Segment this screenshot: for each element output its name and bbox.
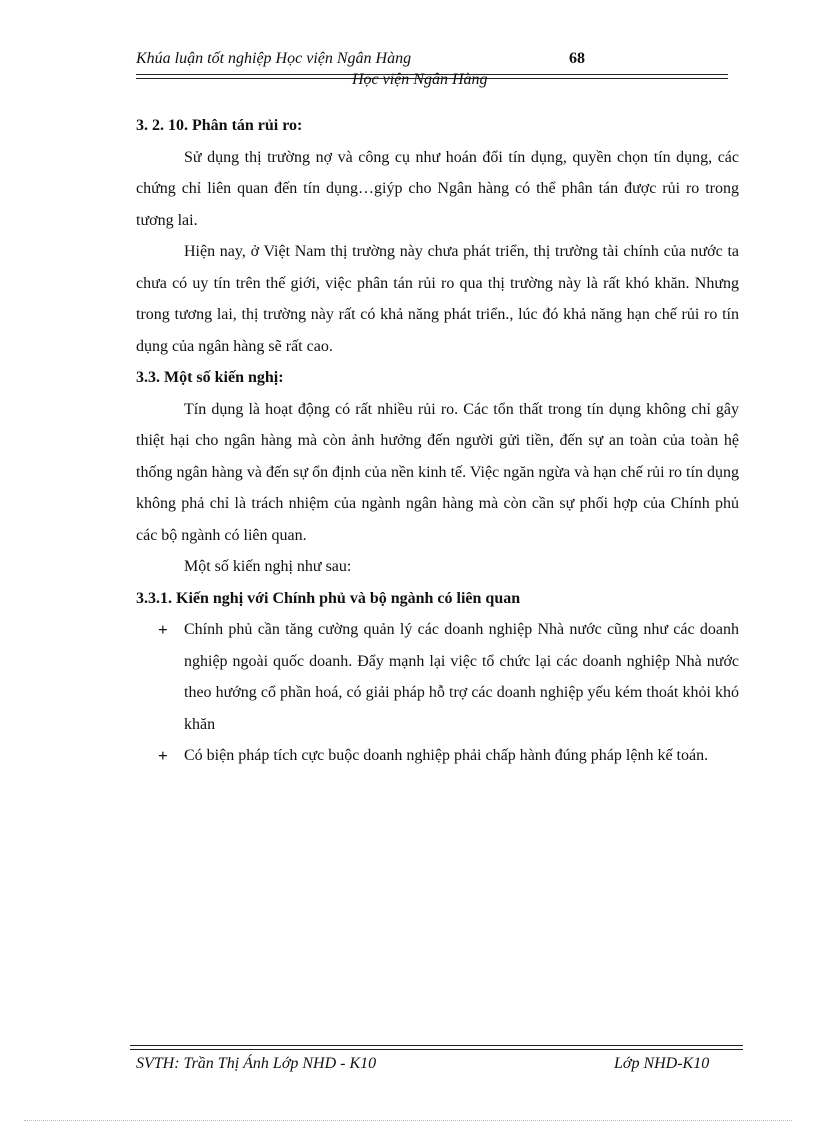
bullet-text: Chính phủ cần tăng cường quản lý các doanh nghiệp Nhà nước cũng như các doanh nghiệp ngoài quốc doanh. Đẩy mạnh lại việc tổ chức lại các doanh nghiệp Nhà nước theo hướng cổ phần hoá, có giải pháp hỗ trợ các doanh nghiệp yếu kém thoát khỏi khó khăn bbox=[184, 621, 739, 733]
footer-rule-bottom bbox=[130, 1049, 743, 1050]
paragraph-2: Hiện nay, ở Việt Nam thị trường này chưa phát triển, thị trường tài chính của nước ta chưa có uy tín trên thế giới, việc phân tán rủi ro qua thị trường này là rất khó khăn. Nhưng trong tương lai, thị trường này rất có khả năng phát triển., lúc đó khả năng hạn chế rủi ro tín dụng của ngân hàng sẽ rất cao. bbox=[136, 243, 739, 355]
paragraph-3: Tín dụng là hoạt động có rất nhiều rủi ro. Các tổn thất trong tín dụng không chỉ gây thiệt hại cho ngân hàng mà còn ảnh hưởng đến người gửi tiền, đến sự an toàn của toàn hệ thống ngân hàng và đến sự ổn định của nền kinh tế. Việc ngăn ngừa và hạn chế rủi ro tín dụng không phả chỉ là trách nhiệm của ngành ngân hàng mà còn cần sự phối hợp của Chính phủ các bộ ngành có liên quan. bbox=[136, 400, 739, 544]
paragraph-1: Sử dụng thị trường nợ và công cụ như hoán đổi tín dụng, quyền chọn tín dụng, các chứng chỉ liên quan đến tín dụng…giýp cho Ngân hàng có thể phân tán được rủi ro trong tương lai. bbox=[136, 148, 739, 229]
bullet-item bbox=[136, 740, 739, 772]
footer-author: SVTH: Trần Thị Ánh Lớp NHD - K10 bbox=[136, 1055, 377, 1072]
plus-bullet-icon: + bbox=[158, 746, 168, 765]
page-bottom-divider bbox=[24, 1120, 792, 1121]
heading-3-2-10: 3. 2. 10. Phân tán rủi ro: bbox=[136, 117, 303, 134]
bullet-item bbox=[136, 614, 739, 740]
bullet-text: Có biện pháp tích cực buộc doanh nghiệp phải chấp hành đúng pháp lệnh kế toán. bbox=[184, 747, 709, 764]
heading-3-3: 3.3. Một số kiến nghị: bbox=[136, 369, 284, 386]
header-subtitle: Học viện Ngân Hàng bbox=[352, 71, 488, 88]
footer-class: Lớp NHD-K10 bbox=[614, 1055, 710, 1072]
heading-3-3-1: 3.3.1. Kiến nghị với Chính phủ và bộ ngành có liên quan bbox=[136, 589, 521, 607]
document-body bbox=[136, 110, 739, 772]
paragraph-4: Một số kiến nghị như sau: bbox=[184, 558, 352, 575]
page-number: 68 bbox=[569, 50, 585, 67]
header-title: Khúa luận tốt nghiệp Học viện Ngân Hàng bbox=[136, 50, 412, 67]
plus-bullet-icon: + bbox=[158, 620, 168, 639]
footer-rule-top bbox=[130, 1045, 743, 1046]
